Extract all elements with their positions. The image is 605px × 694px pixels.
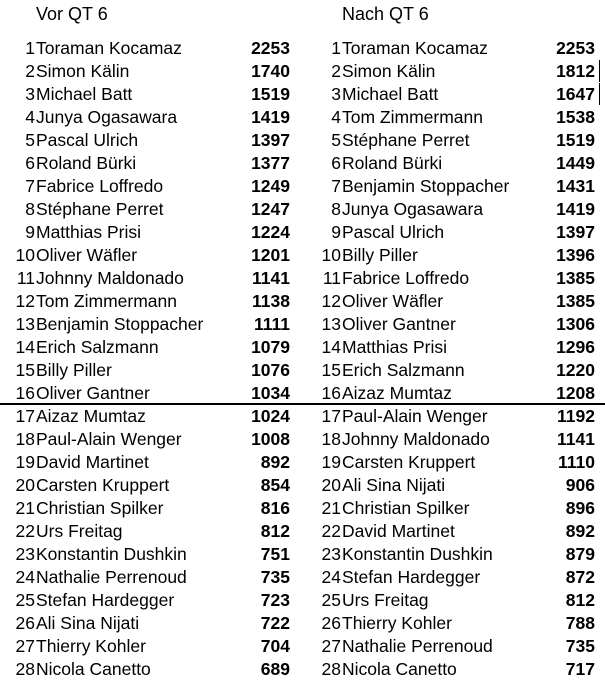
change-marker bbox=[599, 83, 600, 105]
athlete-name: Michael Batt bbox=[342, 84, 439, 104]
points-value: 812 bbox=[565, 590, 595, 610]
points-value: 1385 bbox=[556, 291, 595, 311]
athlete-name: Toraman Kocamaz bbox=[342, 38, 488, 58]
ranking-row bbox=[0, 428, 300, 451]
rank-number: 20 bbox=[15, 475, 35, 495]
rank-number: 14 bbox=[15, 337, 35, 357]
rank-number: 23 bbox=[15, 544, 35, 564]
athlete-name: Christian Spilker bbox=[36, 498, 164, 518]
points-value: 1519 bbox=[556, 130, 595, 150]
rank-number: 11 bbox=[322, 268, 341, 288]
ranking-before-title: Vor QT 6 bbox=[36, 4, 108, 24]
points-value: 1224 bbox=[251, 222, 290, 242]
points-value: 1397 bbox=[556, 222, 595, 242]
rank-number: 21 bbox=[321, 498, 341, 518]
athlete-name: Thierry Kohler bbox=[342, 613, 452, 633]
points-value: 1079 bbox=[251, 337, 290, 357]
ranking-row bbox=[306, 405, 605, 428]
rank-number: 19 bbox=[15, 452, 35, 472]
athlete-name: Konstantin Dushkin bbox=[36, 544, 187, 564]
athlete-name: Simon Kälin bbox=[36, 61, 130, 81]
ranking-after-title: Nach QT 6 bbox=[342, 4, 429, 24]
athlete-name: Junya Ogasawara bbox=[342, 199, 484, 219]
ranking-row bbox=[306, 497, 605, 520]
ranking-after-list bbox=[306, 37, 605, 681]
rank-number: 11 bbox=[16, 268, 35, 288]
rank-number: 5 bbox=[331, 130, 341, 150]
rank-number: 5 bbox=[25, 130, 35, 150]
athlete-name: Pascal Ulrich bbox=[36, 130, 139, 150]
athlete-name: Matthias Prisi bbox=[342, 337, 448, 357]
points-value: 1141 bbox=[557, 429, 595, 449]
rank-number: 25 bbox=[321, 590, 341, 610]
rank-number: 1 bbox=[25, 38, 35, 58]
rank-number: 26 bbox=[15, 613, 35, 633]
athlete-name: Benjamin Stoppacher bbox=[342, 176, 510, 196]
ranking-row bbox=[306, 244, 605, 267]
ranking-row bbox=[306, 152, 605, 175]
rank-number: 25 bbox=[15, 590, 35, 610]
athlete-name: Stéphane Perret bbox=[36, 199, 164, 219]
athlete-name: Oliver Wäfler bbox=[342, 291, 444, 311]
rank-number: 15 bbox=[321, 360, 341, 380]
ranking-row bbox=[0, 497, 300, 520]
points-value: 1377 bbox=[251, 153, 290, 173]
athlete-name: Paul-Alain Wenger bbox=[342, 406, 488, 426]
ranking-row bbox=[0, 267, 300, 290]
rank-number: 19 bbox=[321, 452, 341, 472]
athlete-name: Roland Bürki bbox=[36, 153, 137, 173]
rank-number: 12 bbox=[15, 291, 35, 311]
points-value: 1008 bbox=[251, 429, 290, 449]
athlete-name: Junya Ogasawara bbox=[36, 107, 178, 127]
points-value: 1449 bbox=[556, 153, 595, 173]
rank-number: 16 bbox=[15, 383, 35, 403]
points-value: 896 bbox=[565, 498, 595, 518]
athlete-name: Stefan Hardegger bbox=[342, 567, 481, 587]
rank-number: 24 bbox=[321, 567, 341, 587]
athlete-name: Nicola Canetto bbox=[36, 659, 151, 679]
athlete-name: Erich Salzmann bbox=[36, 337, 159, 357]
athlete-name: Aizaz Mumtaz bbox=[342, 383, 452, 403]
points-value: 892 bbox=[565, 521, 595, 541]
points-value: 879 bbox=[565, 544, 595, 564]
athlete-name: Nathalie Perrenoud bbox=[36, 567, 187, 587]
rank-number: 9 bbox=[25, 222, 35, 242]
ranking-row bbox=[0, 658, 300, 681]
athlete-name: David Martinet bbox=[36, 452, 149, 472]
rank-number: 22 bbox=[15, 521, 35, 541]
ranking-row bbox=[306, 543, 605, 566]
ranking-row bbox=[306, 382, 605, 405]
ranking-row bbox=[0, 175, 300, 198]
athlete-name: Thierry Kohler bbox=[36, 636, 146, 656]
rank-number: 28 bbox=[15, 659, 35, 679]
ranking-row bbox=[306, 175, 605, 198]
rank-number: 2 bbox=[25, 61, 35, 81]
ranking-row bbox=[0, 313, 300, 336]
ranking-row bbox=[0, 382, 300, 405]
rank-number: 21 bbox=[15, 498, 35, 518]
points-value: 2253 bbox=[556, 38, 595, 58]
rank-number: 2 bbox=[331, 61, 341, 81]
qualification-cutoff-line bbox=[0, 403, 605, 405]
points-value: 717 bbox=[565, 659, 595, 679]
points-value: 1647 bbox=[556, 84, 595, 104]
points-value: 892 bbox=[260, 452, 290, 472]
athlete-name: Pascal Ulrich bbox=[342, 222, 445, 242]
ranking-row bbox=[306, 83, 605, 106]
athlete-name: Ali Sina Nijati bbox=[342, 475, 446, 495]
ranking-row bbox=[306, 267, 605, 290]
rank-number: 22 bbox=[321, 521, 341, 541]
ranking-row bbox=[0, 129, 300, 152]
ranking-row bbox=[306, 658, 605, 681]
rank-number: 12 bbox=[321, 291, 341, 311]
athlete-name: David Martinet bbox=[342, 521, 455, 541]
rank-number: 3 bbox=[25, 84, 35, 104]
points-value: 788 bbox=[565, 613, 595, 633]
ranking-row bbox=[0, 359, 300, 382]
points-value: 1138 bbox=[252, 291, 290, 311]
ranking-before-list bbox=[0, 37, 300, 681]
points-value: 1249 bbox=[251, 176, 290, 196]
rank-number: 17 bbox=[321, 406, 341, 426]
ranking-row bbox=[306, 589, 605, 612]
athlete-name: Aizaz Mumtaz bbox=[36, 406, 146, 426]
points-value: 723 bbox=[260, 590, 290, 610]
points-value: 1306 bbox=[556, 314, 595, 334]
athlete-name: Christian Spilker bbox=[342, 498, 470, 518]
points-value: 812 bbox=[260, 521, 290, 541]
ranking-row bbox=[0, 589, 300, 612]
points-value: 1024 bbox=[251, 406, 290, 426]
athlete-name: Simon Kälin bbox=[342, 61, 436, 81]
athlete-name: Stefan Hardegger bbox=[36, 590, 175, 610]
points-value: 1385 bbox=[556, 268, 595, 288]
ranking-row bbox=[306, 37, 605, 60]
points-value: 1247 bbox=[251, 199, 290, 219]
athlete-name: Benjamin Stoppacher bbox=[36, 314, 204, 334]
ranking-row bbox=[306, 60, 605, 83]
rank-number: 7 bbox=[331, 176, 341, 196]
athlete-name: Roland Bürki bbox=[342, 153, 443, 173]
ranking-row bbox=[306, 612, 605, 635]
rank-number: 4 bbox=[331, 107, 341, 127]
points-value: 751 bbox=[260, 544, 290, 564]
athlete-name: Oliver Gantner bbox=[36, 383, 150, 403]
points-value: 1538 bbox=[556, 107, 595, 127]
points-value: 735 bbox=[565, 636, 595, 656]
ranking-row bbox=[0, 83, 300, 106]
ranking-row bbox=[0, 290, 300, 313]
athlete-name: Johnny Maldonado bbox=[36, 268, 184, 288]
points-value: 854 bbox=[260, 475, 290, 495]
ranking-row bbox=[306, 451, 605, 474]
rank-number: 10 bbox=[321, 245, 341, 265]
rank-number: 3 bbox=[331, 84, 341, 104]
points-value: 1192 bbox=[557, 406, 595, 426]
rank-number: 15 bbox=[15, 360, 35, 380]
points-value: 1201 bbox=[251, 245, 290, 265]
ranking-row bbox=[0, 152, 300, 175]
athlete-name: Tom Zimmermann bbox=[36, 291, 177, 311]
rank-number: 18 bbox=[15, 429, 35, 449]
ranking-row bbox=[0, 60, 300, 83]
ranking-row bbox=[0, 612, 300, 635]
athlete-name: Nathalie Perrenoud bbox=[342, 636, 493, 656]
ranking-row bbox=[0, 566, 300, 589]
ranking-row bbox=[0, 106, 300, 129]
athlete-name: Oliver Gantner bbox=[342, 314, 456, 334]
points-value: 689 bbox=[260, 659, 290, 679]
athlete-name: Ali Sina Nijati bbox=[36, 613, 140, 633]
points-value: 1740 bbox=[251, 61, 290, 81]
ranking-row bbox=[306, 106, 605, 129]
athlete-name: Carsten Kruppert bbox=[36, 475, 170, 495]
athlete-name: Fabrice Loffredo bbox=[36, 176, 164, 196]
points-value: 1141 bbox=[252, 268, 290, 288]
rank-number: 9 bbox=[331, 222, 341, 242]
athlete-name: Carsten Kruppert bbox=[342, 452, 476, 472]
athlete-name: Billy Piller bbox=[342, 245, 418, 265]
ranking-row bbox=[0, 451, 300, 474]
athlete-name: Matthias Prisi bbox=[36, 222, 142, 242]
rank-number: 7 bbox=[25, 176, 35, 196]
athlete-name: Tom Zimmermann bbox=[342, 107, 483, 127]
points-value: 1208 bbox=[556, 383, 595, 403]
points-value: 816 bbox=[260, 498, 290, 518]
ranking-row bbox=[306, 129, 605, 152]
athlete-name: Stéphane Perret bbox=[342, 130, 470, 150]
points-value: 1397 bbox=[251, 130, 290, 150]
rank-number: 17 bbox=[15, 406, 35, 426]
points-value: 1419 bbox=[556, 199, 595, 219]
points-value: 1519 bbox=[251, 84, 290, 104]
rank-number: 6 bbox=[25, 153, 35, 173]
athlete-name: Fabrice Loffredo bbox=[342, 268, 470, 288]
rank-number: 27 bbox=[15, 636, 35, 656]
rank-number: 1 bbox=[331, 38, 341, 58]
ranking-row bbox=[306, 359, 605, 382]
ranking-row bbox=[0, 635, 300, 658]
points-value: 1220 bbox=[556, 360, 595, 380]
rank-number: 14 bbox=[321, 337, 341, 357]
rank-number: 26 bbox=[321, 613, 341, 633]
points-value: 1431 bbox=[556, 176, 595, 196]
points-value: 1076 bbox=[251, 360, 290, 380]
points-value: 735 bbox=[260, 567, 290, 587]
ranking-row bbox=[306, 198, 605, 221]
rank-number: 8 bbox=[25, 199, 35, 219]
athlete-name: Oliver Wäfler bbox=[36, 245, 138, 265]
ranking-row bbox=[0, 405, 300, 428]
ranking-row bbox=[0, 221, 300, 244]
athlete-name: Erich Salzmann bbox=[342, 360, 465, 380]
change-marker bbox=[599, 60, 600, 82]
rank-number: 6 bbox=[331, 153, 341, 173]
points-value: 1419 bbox=[251, 107, 290, 127]
ranking-row bbox=[0, 474, 300, 497]
points-value: 872 bbox=[565, 567, 595, 587]
points-value: 1396 bbox=[556, 245, 595, 265]
athlete-name: Urs Freitag bbox=[36, 521, 123, 541]
ranking-row bbox=[306, 566, 605, 589]
ranking-row bbox=[0, 244, 300, 267]
points-value: 722 bbox=[260, 613, 290, 633]
rank-number: 24 bbox=[15, 567, 35, 587]
ranking-row bbox=[0, 198, 300, 221]
rank-number: 10 bbox=[15, 245, 35, 265]
points-value: 906 bbox=[565, 475, 595, 495]
rank-number: 23 bbox=[321, 544, 341, 564]
athlete-name: Billy Piller bbox=[36, 360, 112, 380]
rank-number: 13 bbox=[321, 314, 341, 334]
points-value: 1812 bbox=[556, 61, 595, 81]
rank-number: 20 bbox=[321, 475, 341, 495]
rank-number: 28 bbox=[321, 659, 341, 679]
points-value: 1110 bbox=[558, 452, 595, 472]
rank-number: 8 bbox=[331, 199, 341, 219]
athlete-name: Konstantin Dushkin bbox=[342, 544, 493, 564]
ranking-row bbox=[0, 520, 300, 543]
athlete-name: Urs Freitag bbox=[342, 590, 429, 610]
ranking-row bbox=[306, 520, 605, 543]
ranking-row bbox=[306, 336, 605, 359]
ranking-row bbox=[306, 313, 605, 336]
rank-number: 4 bbox=[25, 107, 35, 127]
ranking-row bbox=[306, 221, 605, 244]
ranking-row bbox=[0, 37, 300, 60]
rank-number: 27 bbox=[321, 636, 341, 656]
athlete-name: Nicola Canetto bbox=[342, 659, 457, 679]
points-value: 1296 bbox=[556, 337, 595, 357]
points-value: 2253 bbox=[251, 38, 290, 58]
ranking-row bbox=[306, 635, 605, 658]
ranking-row bbox=[306, 428, 605, 451]
ranking-row bbox=[0, 336, 300, 359]
ranking-row bbox=[306, 290, 605, 313]
rank-number: 18 bbox=[321, 429, 341, 449]
points-value: 1111 bbox=[253, 314, 290, 334]
ranking-row bbox=[0, 543, 300, 566]
athlete-name: Michael Batt bbox=[36, 84, 133, 104]
athlete-name: Johnny Maldonado bbox=[342, 429, 490, 449]
points-value: 704 bbox=[260, 636, 290, 656]
ranking-row bbox=[306, 474, 605, 497]
athlete-name: Toraman Kocamaz bbox=[36, 38, 182, 58]
rank-number: 16 bbox=[321, 383, 341, 403]
rank-number: 13 bbox=[15, 314, 35, 334]
points-value: 1034 bbox=[251, 383, 290, 403]
athlete-name: Paul-Alain Wenger bbox=[36, 429, 182, 449]
